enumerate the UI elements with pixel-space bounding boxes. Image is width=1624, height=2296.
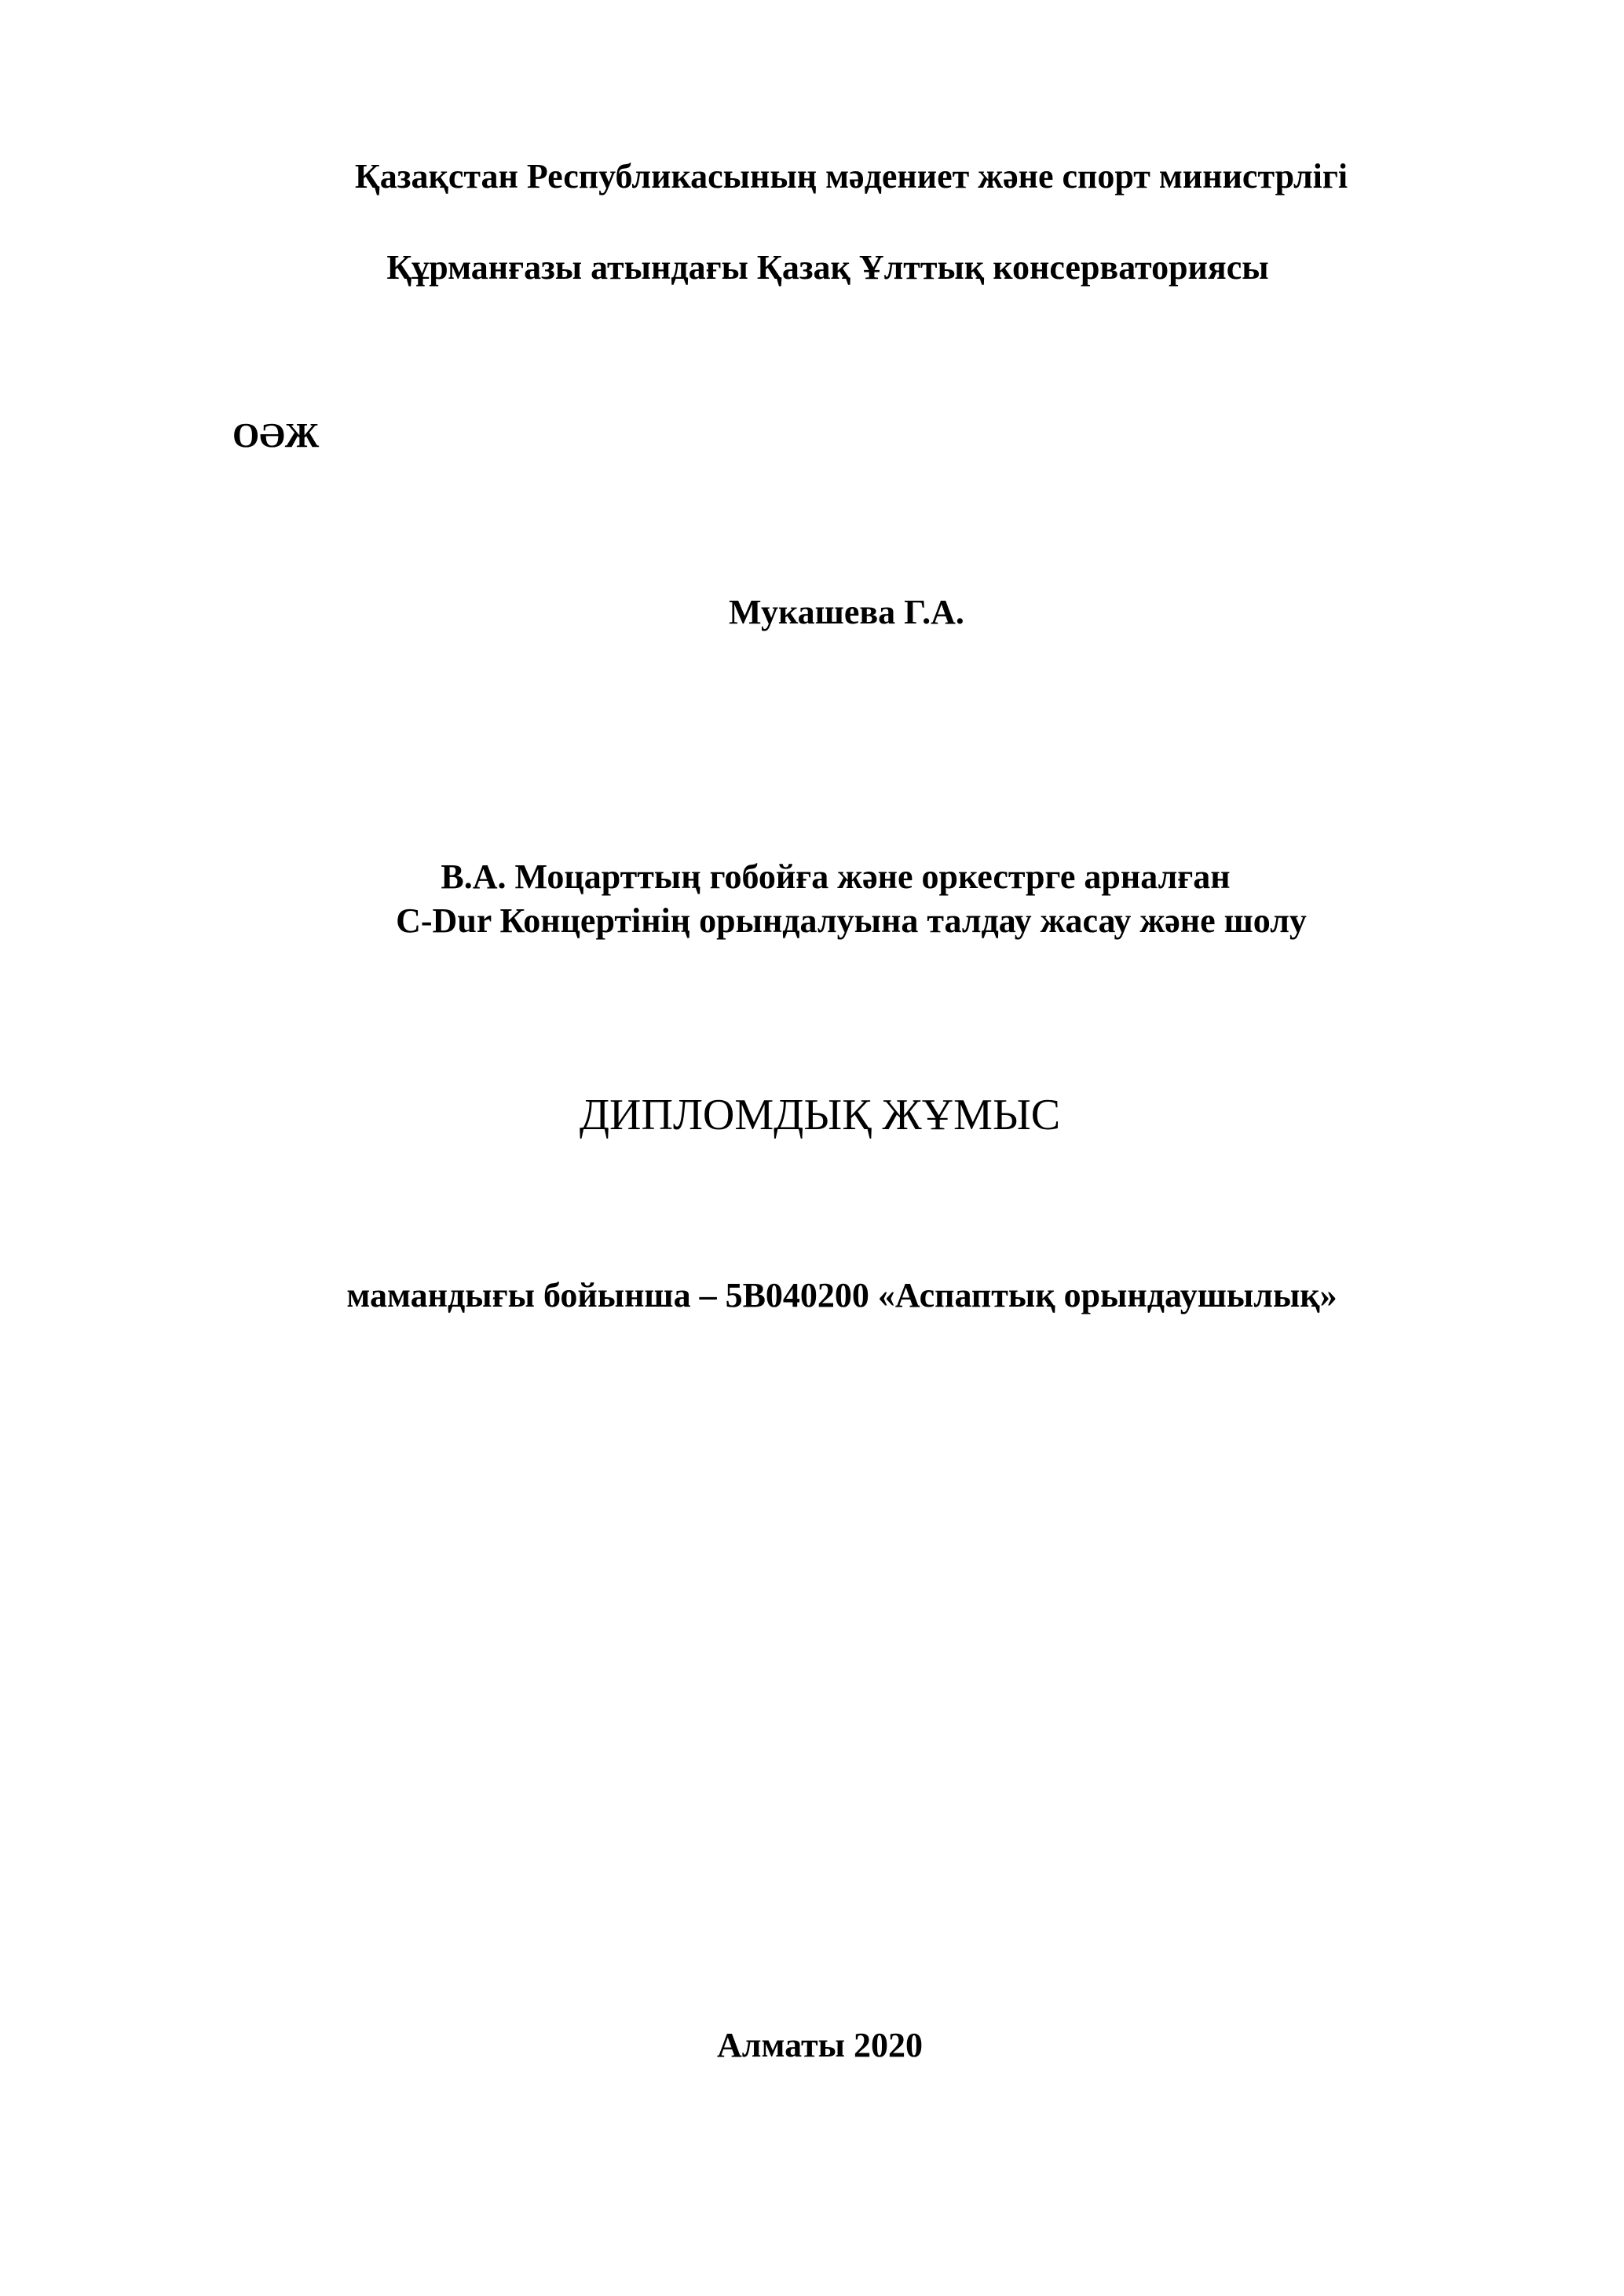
thesis-title-line-2: C-Dur Концертінің орындалуына талдау жасау және шолу bbox=[396, 901, 1307, 940]
specialty-line: мамандығы бойынша – 5В040200 «Аспаптық орындаушылық» bbox=[346, 1276, 1337, 1314]
thesis-title-line-1: В.А. Моцарттың гобойға және оркестрге арналған bbox=[441, 857, 1231, 896]
udc-label: ОӘЖ bbox=[232, 416, 320, 455]
conservatory-heading: Құрманғазы атындағы Қазақ Ұлттық консерваториясы bbox=[386, 248, 1269, 287]
author-name: Мукашева Г.А. bbox=[729, 593, 964, 631]
ministry-heading: Қазақстан Республикасының мәдениет және спорт министрлігі bbox=[354, 157, 1348, 196]
document-type-heading: ДИПЛОМДЫҚ ЖҰМЫС bbox=[579, 1091, 1061, 1139]
place-and-year: Алматы 2020 bbox=[717, 2026, 923, 2064]
